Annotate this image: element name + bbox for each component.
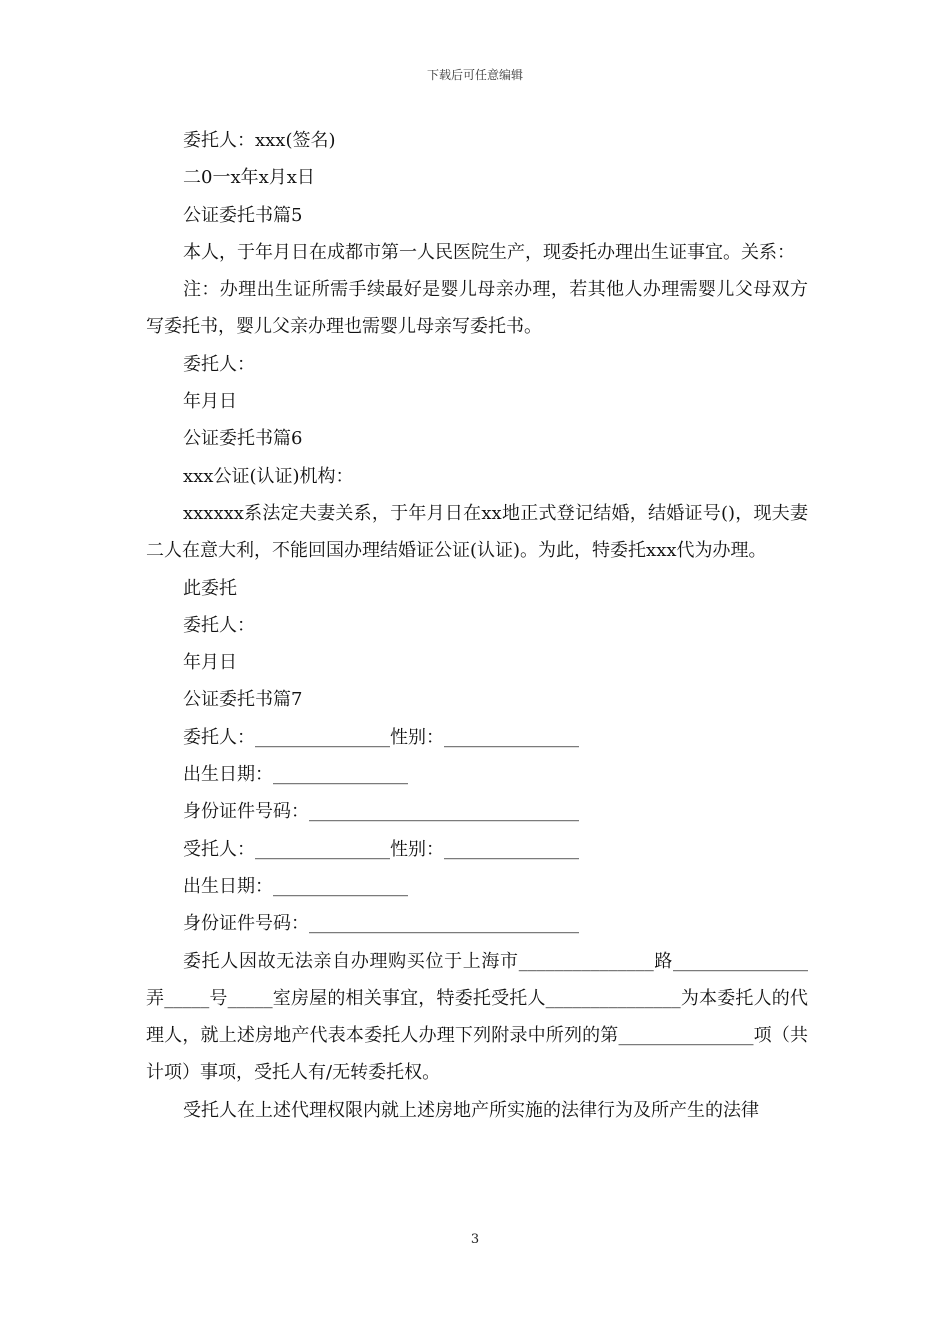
principal-gender-field: 委托人：_______________性别：_______________ [183, 726, 579, 748]
principal-birthdate-field: 出生日期：_______________ [183, 764, 408, 786]
section-heading-6: 公证委托书篇6 [183, 428, 303, 450]
date-line: 二0一x年x月x日 [183, 167, 315, 189]
page-header: 下载后可任意编辑 [426, 68, 523, 82]
birth-certificate-paragraph: 本人，于年月日在成都市第一人民医院生产，现委托办理出生证事宜。关系： [183, 241, 795, 263]
agent-gender-field: 受托人：_______________性别：_______________ [183, 838, 579, 860]
principal-label: 委托人： [183, 614, 255, 636]
section-heading-5: 公证委托书篇5 [183, 204, 303, 226]
section-heading-7: 公证委托书篇7 [183, 689, 303, 711]
agent-id-field: 身份证件号码：______________________________ [183, 913, 579, 935]
date-label: 年月日 [183, 391, 237, 413]
notary-addressee: xxx公证(认证)机构： [183, 465, 354, 487]
document-body [146, 122, 808, 1129]
date-label: 年月日 [183, 652, 237, 674]
page-number: 3 [470, 1232, 480, 1247]
legal-effect-paragraph: 受托人在上述代理权限内就上述房地产所实施的法律行为及所产生的法律 [183, 1099, 759, 1121]
marriage-paragraph: xxxxxx系法定夫妻关系，于年月日在xx地正式登记结婚，结婚证号()，现夫妻二人在意大利，不能回国办理结婚证公证(认证)。为此，特委托xxx代为办理。 [146, 502, 808, 562]
principal-id-field: 身份证件号码：______________________________ [183, 801, 579, 823]
property-purchase-paragraph: 委托人因故无法亲自办理购买位于上海市_______________路_______________弄_____号_____室房屋的相关事宜，特委托受托人_______________为本委托人的代理人，就上述房地产代表本委托人办理下列附录中所列的第_______________项（共计项）事项，受托人有/无转委托权。 [146, 950, 808, 1084]
principal-label: 委托人： [183, 353, 255, 375]
note-paragraph: 注：办理出生证所需手续最好是婴儿母亲办理，若其他人办理需婴儿父母双方写委托书，婴儿父亲办理也需婴儿母亲写委托书。 [146, 279, 808, 338]
agent-birthdate-field: 出生日期：_______________ [183, 875, 408, 897]
principal-signature-line: 委托人：xxx(签名) [183, 130, 336, 151]
entrust-closing: 此委托 [183, 577, 237, 599]
